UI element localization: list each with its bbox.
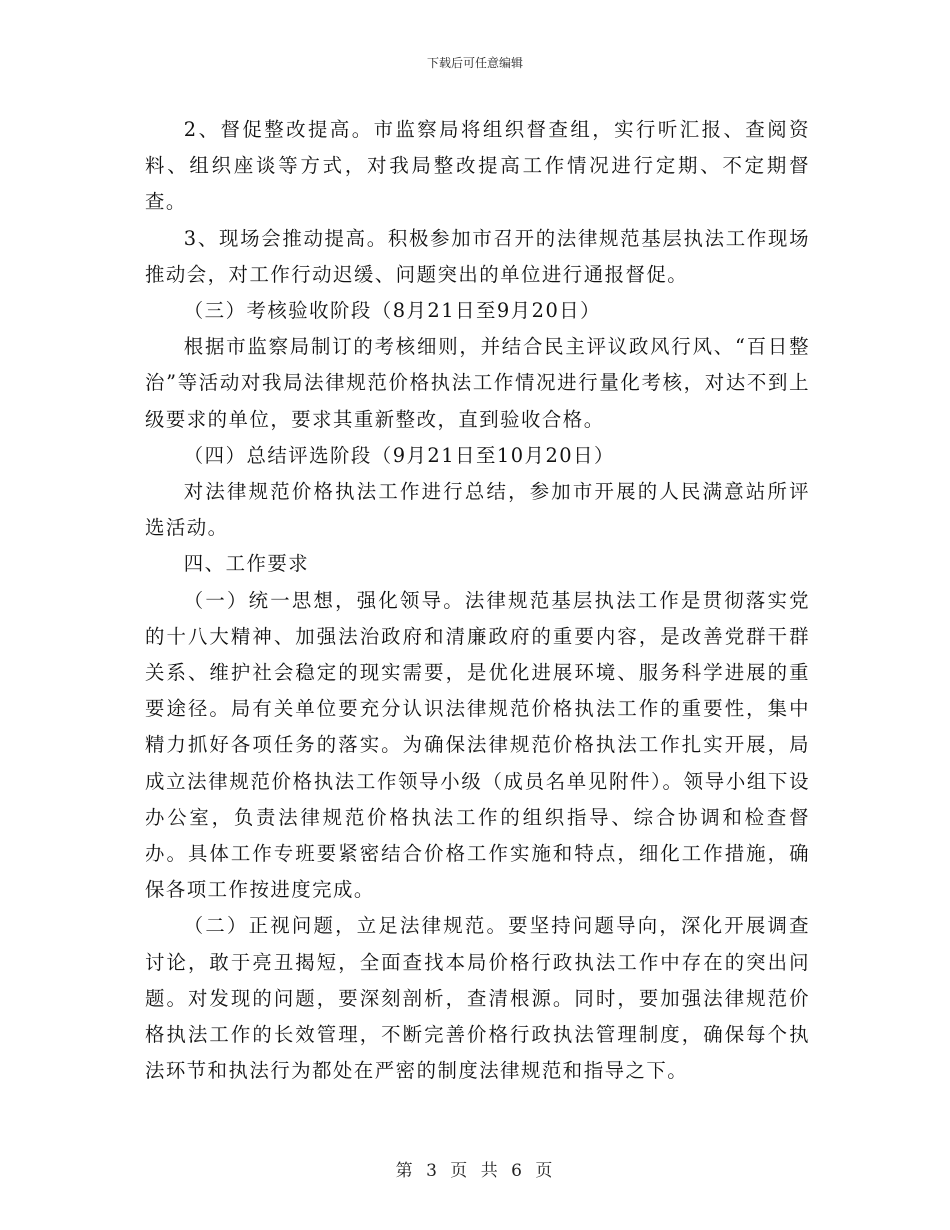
- paragraph-onsite-meeting: 3、现场会推动提高。积极参加市召开的法律规范基层执法工作现场推动会，对工作行动迟缓、问题突出的单位进行通报督促。: [145, 226, 810, 286]
- paragraph-face-problems: （二）正视问题，立足法律规范。要坚持问题导向，深化开展调查讨论，敢于亮丑揭短，全面查找本局价格行政执法工作中存在的突出问题。对发现的问题，要深刻剖析，查清根源。同时，要加强法律规范价格执法工作的长效管理，不断完善价格行政执法管理制度，确保每个执法环节和执法行为都处在严密的制度法律规范和指导之下。: [145, 914, 810, 1083]
- heading-summary-stage: （四）总结评选阶段（9月21日至10月20日）: [183, 443, 615, 467]
- heading-work-requirements: 四、工作要求: [183, 552, 310, 576]
- heading-assessment-stage: （三）考核验收阶段（8月21日至9月20日）: [183, 299, 602, 323]
- paragraph-unify-thinking: （一）统一思想，强化领导。法律规范基层执法工作是贯彻落实党的十八大精神、加强法治政府和清廉政府的重要内容，是改善党群干群关系、维护社会稳定的现实需要，是优化进展环境、服务科学进展的重要途径。局有关单位要充分认识法律规范价格执法工作的重要性，集中精力抓好各项任务的落实。为确保法律规范价格执法工作扎实开展，局成立法律规范价格执法工作领导小级（成员名单见附件）。领导小组下设办公室，负责法律规范价格执法工作的组织指导、综合协调和检查督办。具体工作专班要紧密结合价格工作实施和特点，细化工作措施，确保各项工作按进度完成。: [145, 588, 810, 902]
- document-body: [145, 112, 810, 1089]
- page-footer: 第 3 页 共 6 页: [395, 1161, 555, 1181]
- paragraph-summary: 对法律规范价格执法工作进行总结，参加市开展的人民满意站所评选活动。: [145, 480, 810, 540]
- page-header: 下载后可任意编辑: [426, 56, 523, 70]
- paragraph-supervise-rectification: 2、督促整改提高。市监察局将组织督查组，实行听汇报、查阅资料、组织座谈等方式，对我局整改提高工作情况进行定期、不定期督查。: [145, 118, 810, 214]
- paragraph-assessment: 根据市监察局制订的考核细则，并结合民主评议政风行风、“百日整治”等活动对我局法律规范价格执法工作情况进行量化考核，对达不到上级要求的单位，要求其重新整改，直到验收合格。: [145, 335, 810, 431]
